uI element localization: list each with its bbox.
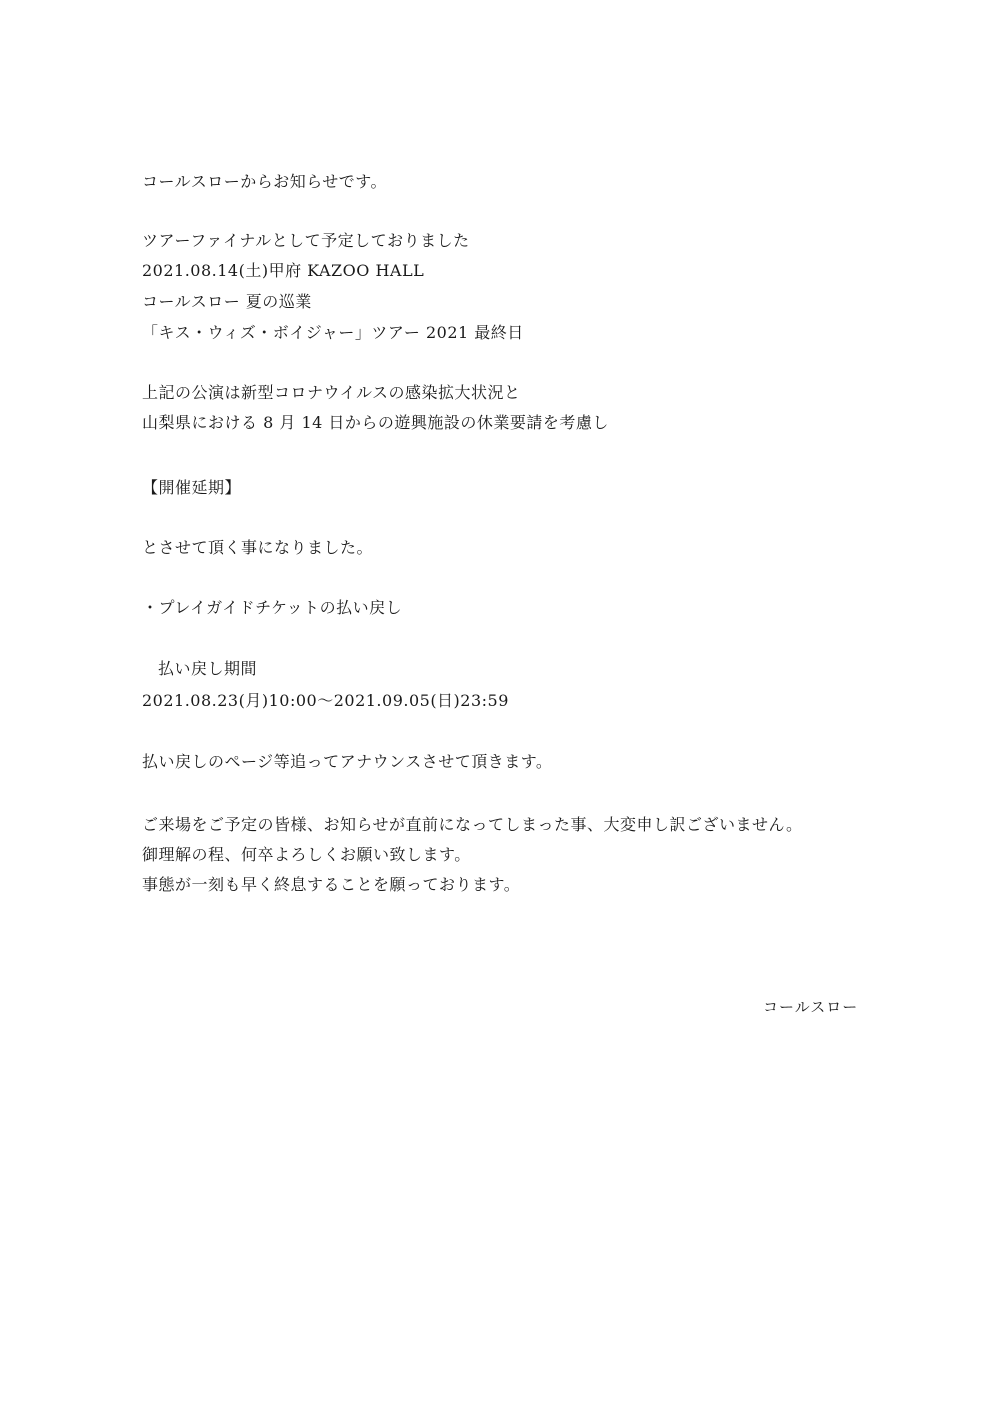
event-lead-line: ツアーファイナルとして予定しておりました: [142, 231, 470, 250]
closing-line-2: 御理解の程、何卒よろしくお願い致します。: [142, 845, 471, 864]
intro-line: コールスローからお知らせです。: [142, 172, 387, 191]
refund-period-label: 払い戻し期間: [158, 659, 258, 678]
signature: コールスロー: [763, 998, 859, 1016]
event-date-venue-line: 2021.08.14(土)甲府 KAZOO HALL: [142, 261, 425, 280]
result-line: とさせて頂く事になりました。: [142, 538, 374, 557]
status-heading: 【開催延期】: [142, 478, 242, 497]
refund-heading: ・プレイガイドチケットの払い戻し: [142, 598, 403, 617]
event-tour-name-line: コールスロー 夏の巡業: [142, 292, 312, 311]
closing-line-1: ご来場をご予定の皆様、お知らせが直前になってしまった事、大変申し訳ございません。: [142, 815, 803, 834]
reason-line-1: 上記の公演は新型コロナウイルスの感染拡大状況と: [142, 383, 521, 402]
refund-period-value: 2021.08.23(月)10:00〜2021.09.05(日)23:59: [142, 691, 509, 710]
refund-note-line: 払い戻しのページ等追ってアナウンスさせて頂きます。: [142, 752, 553, 771]
closing-line-3: 事態が一刻も早く終息することを願っております。: [142, 875, 521, 894]
notice-document: [142, 0, 882, 1414]
event-tour-title-line: 「キス・ウィズ・ボイジャー」ツアー 2021 最終日: [142, 323, 524, 342]
reason-line-2: 山梨県における 8 月 14 日からの遊興施設の休業要請を考慮し: [142, 413, 609, 432]
